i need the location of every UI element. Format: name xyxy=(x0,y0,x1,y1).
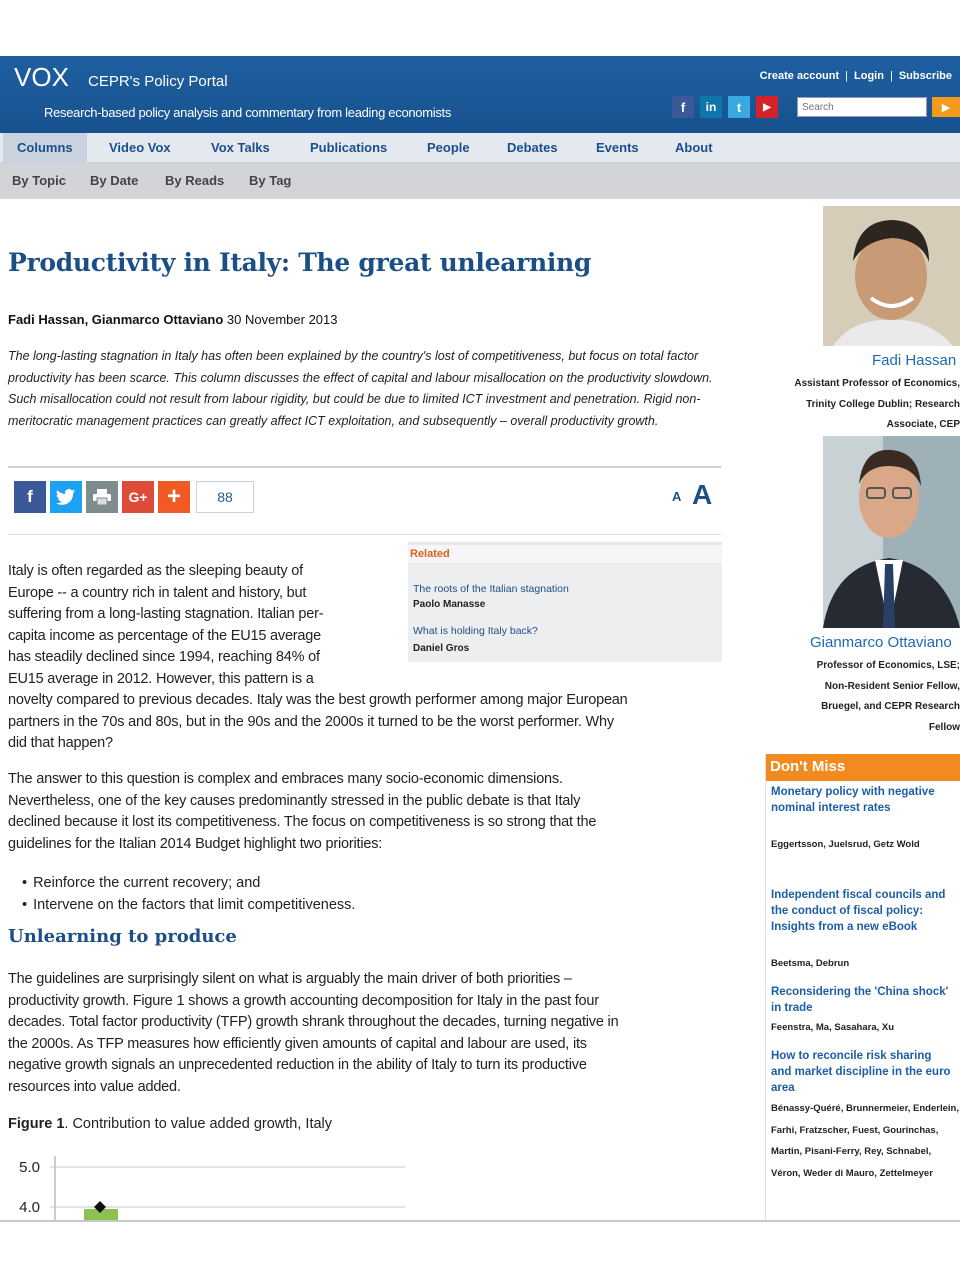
subscribe-link[interactable]: Subscribe xyxy=(898,70,952,82)
linkedin-icon[interactable]: in xyxy=(700,96,722,118)
author-photo-gianmarco-ottaviano xyxy=(823,436,960,628)
text-line: Non-Resident Senior Fellow, xyxy=(824,680,960,692)
nav-video-vox[interactable]: Video Vox xyxy=(109,140,171,155)
text-line: Fellow xyxy=(928,721,960,733)
sub-nav xyxy=(0,163,960,199)
author-affiliation xyxy=(760,656,960,738)
text-line: did that happen? xyxy=(8,735,113,751)
list-item: • Reinforce the current recovery; and xyxy=(34,872,355,894)
login-link[interactable]: Login xyxy=(854,70,884,82)
paragraph-2 xyxy=(8,769,596,855)
nav-columns[interactable]: Columns xyxy=(3,133,87,163)
twitter-icon[interactable]: t xyxy=(728,96,750,118)
dont-miss-authors: Eggertsson, Juelsrud, Getz Wold xyxy=(771,839,920,850)
text-line: negative growth signals an unprecedented reduction in the ability of Italy to turn its productive xyxy=(8,1057,587,1073)
youtube-icon[interactable]: ▶ xyxy=(756,96,778,118)
subnav-by-reads[interactable]: By Reads xyxy=(165,173,225,188)
search-input[interactable] xyxy=(797,97,927,117)
text-line: The answer to this question is complex and embraces many socio-economic dimensions. xyxy=(8,771,563,787)
section-heading: Unlearning to produce xyxy=(8,926,237,947)
text-line: has steadily declined since 1994, reaching 84% of xyxy=(8,649,320,665)
text-line: Professor of Economics, LSE; xyxy=(816,660,960,671)
search-button[interactable] xyxy=(932,97,960,117)
divider xyxy=(8,466,721,468)
list-item: • Intervene on the factors that limit competitiveness. xyxy=(34,894,355,916)
text-line: resources into value added. xyxy=(8,1078,181,1095)
related-link[interactable]: What is holding Italy back? xyxy=(413,625,538,637)
share-count: 88 xyxy=(196,481,254,513)
paragraph-1 xyxy=(8,561,628,755)
nav-debates[interactable]: Debates xyxy=(507,140,558,155)
text-line: decades. Total factor productivity (TFP) growth shrank throughout the decades, turning negative in xyxy=(8,1014,619,1030)
arrow-right-icon: ▶ xyxy=(941,101,951,114)
figure-caption xyxy=(8,1116,332,1132)
divider xyxy=(8,534,721,535)
nav-events[interactable]: Events xyxy=(596,140,639,155)
article-date: 30 November 2013 xyxy=(226,312,338,327)
nav-publications[interactable]: Publications xyxy=(310,140,388,155)
viewport-bottom-edge xyxy=(0,1220,960,1222)
text-line: Assistant Professor of Economics, xyxy=(794,378,960,389)
text-line: suffering from a long-lasting stagnation. Italian per- xyxy=(8,606,324,622)
y-tick-label: 5.0 xyxy=(19,1159,40,1176)
author-photo-fadi-hassan xyxy=(823,206,960,346)
related-author: Paolo Manasse xyxy=(413,599,486,610)
site-header xyxy=(0,56,960,133)
bullet-list xyxy=(34,872,355,916)
font-size-decrease-button[interactable]: A xyxy=(672,489,682,504)
dont-miss-heading: Don't Miss xyxy=(766,754,960,781)
font-size-increase-button[interactable]: A xyxy=(692,479,713,510)
share-bar xyxy=(14,481,254,513)
author-name[interactable]: Gianmarco Ottaviano xyxy=(810,634,952,651)
subnav-by-tag[interactable]: By Tag xyxy=(249,173,292,188)
text-line: The guidelines are surprisingly silent on what is arguably the main driver of both priorities – xyxy=(8,971,572,987)
share-google-plus-icon[interactable]: G+ xyxy=(122,481,154,513)
share-twitter-icon[interactable] xyxy=(50,481,82,513)
facebook-icon[interactable]: f xyxy=(672,96,694,118)
author-affiliation xyxy=(760,374,960,436)
related-heading: Related xyxy=(408,545,722,563)
nav-about[interactable]: About xyxy=(675,140,713,155)
dont-miss-panel xyxy=(765,754,960,1221)
text-line: EU15 average in 2012. However, this pattern is a xyxy=(8,670,314,687)
text-line: capita income as percentage of the EU15 average xyxy=(8,627,322,644)
subnav-by-topic[interactable]: By Topic xyxy=(12,173,66,188)
dont-miss-link[interactable]: Monetary policy with negative nominal interest rates xyxy=(771,786,935,814)
dont-miss-link[interactable]: Independent fiscal councils and the conduct of fiscal policy: Insights from a new eBook xyxy=(771,889,946,933)
text-line: productivity growth. Figure 1 shows a growth accounting decomposition for Italy in the past four xyxy=(8,992,599,1009)
text-line: Bruegel, and CEPR Research xyxy=(821,701,960,712)
share-more-icon[interactable]: + xyxy=(158,481,190,513)
text-line: guidelines for the Italian 2014 Budget highlight two priorities: xyxy=(8,835,383,852)
text-line: Europe -- a country rich in talent and history, but xyxy=(8,584,307,601)
text-line: novelty compared to previous decades. Italy was the best growth performer among major European xyxy=(8,692,628,708)
y-tick-label: 4.0 xyxy=(19,1199,40,1216)
dont-miss-link[interactable]: How to reconcile risk sharing and market discipline in the euro area xyxy=(771,1050,951,1094)
dont-miss-authors: Beetsma, Debrun xyxy=(771,958,850,969)
figure-label: Figure 1 xyxy=(8,1116,65,1132)
nav-people[interactable]: People xyxy=(427,140,470,155)
article-title: Productivity in Italy: The great unlearning xyxy=(8,248,592,277)
nav-vox-talks[interactable]: Vox Talks xyxy=(211,140,270,155)
site-tagline: Research-based policy analysis and commentary from leading economists xyxy=(44,105,452,120)
subnav-by-date[interactable]: By Date xyxy=(90,173,139,188)
create-account-link[interactable]: Create account xyxy=(759,70,840,82)
vox-logo[interactable]: VOX xyxy=(14,62,69,92)
text-line: Trinity College Dublin; Research xyxy=(806,398,960,410)
article-authors[interactable]: Fadi Hassan, Gianmarco Ottaviano xyxy=(8,312,224,327)
dont-miss-authors: Bénassy-Quéré, Brunnermeier, Enderlein, Farhi, Fratzscher, Fuest, Gourinchas, Martin, Pisani-Ferry, Rey, Schnabel, Véron, Weder di Mauro, Zettelmeyer xyxy=(771,1103,959,1179)
text-line: partners in the 70s and 80s, but in the 90s and the 2000s it turned to be the worst performer. Why xyxy=(8,713,614,730)
browser-viewport xyxy=(0,56,960,1221)
article-standfirst: The long-lasting stagnation in Italy has often been explained by the country's lost of competitiveness, but focus on total factor productivity has been scarce. This column discusses the effect of capital and labour misallocation on the productivity slowdown. Such misallocation could not result from labour rigidity, but could be due to limited ICT investment and penetration. Rigid non-meritocratic management practices can greatly affect ICT exploitation, and subsequently – overall productivity growth. xyxy=(8,349,713,428)
figure-1-chart xyxy=(0,1151,420,1221)
main-nav xyxy=(0,133,960,163)
paragraph-3 xyxy=(8,969,618,1098)
dont-miss-link[interactable]: Reconsidering the 'China shock' in trade xyxy=(771,986,949,1014)
text-line: Nevertheless, one of the key causes predominantly stressed in the public debate is that Italy xyxy=(8,792,581,809)
portal-title: CEPR's Policy Portal xyxy=(88,73,228,90)
text-line: Associate, CEP xyxy=(886,419,960,430)
text-line: Italy is often regarded as the sleeping beauty of xyxy=(8,563,303,579)
text-line: declined because it lost its competitiveness. The focus on competitiveness is so strong that the xyxy=(8,814,597,830)
social-links xyxy=(672,96,778,118)
share-print-icon[interactable] xyxy=(86,481,118,513)
related-link[interactable]: The roots of the Italian stagnation xyxy=(413,583,569,595)
byline xyxy=(8,312,338,327)
share-facebook-icon[interactable]: f xyxy=(14,481,46,513)
dont-miss-authors: Feenstra, Ma, Sasahara, Xu xyxy=(771,1022,895,1033)
text-line: the 2000s. As TFP measures how efficiently given amounts of capital and labour are used, its xyxy=(8,1035,587,1052)
author-name[interactable]: Fadi Hassan xyxy=(872,352,957,369)
related-author: Daniel Gros xyxy=(413,643,470,654)
account-links: Create account | Login | Subscribe xyxy=(759,70,952,82)
figure-caption-text: . Contribution to value added growth, Italy xyxy=(64,1116,333,1132)
